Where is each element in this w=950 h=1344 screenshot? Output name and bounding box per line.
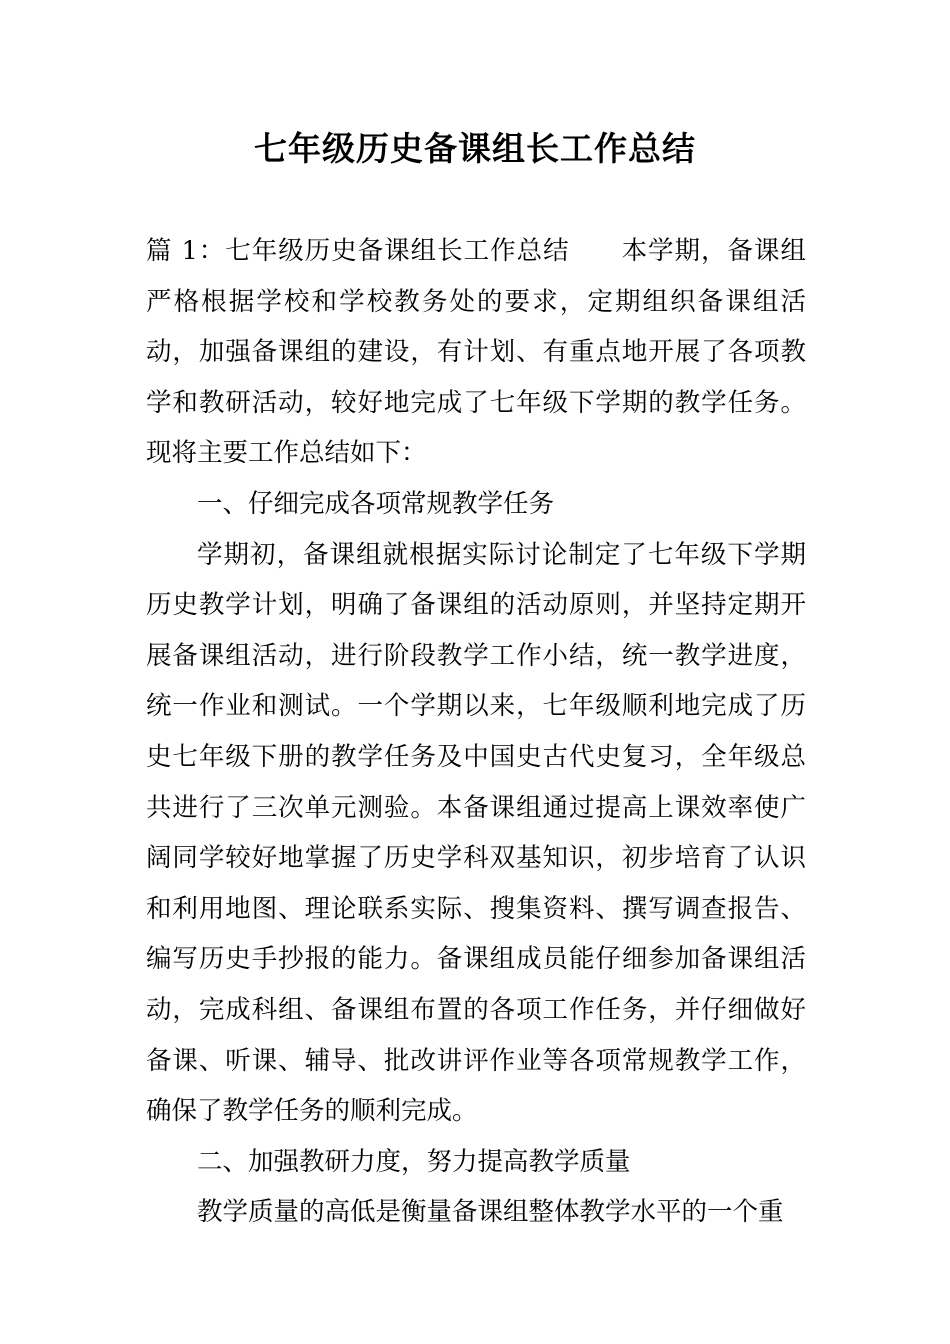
- section-2-heading: 二、加强教研力度，努力提高教学质量: [197, 1146, 631, 1177]
- intro-label: 篇 1：七年级历史备课组长工作总结: [146, 236, 570, 266]
- document-body: [146, 226, 806, 1238]
- section-1-paragraph: 学期初，备课组就根据实际讨论制定了七年级下学期历史教学计划，明确了备课组的活动原则，并坚持定期开展备课组活动，进行阶段教学工作小结，统一教学进度，统一作业和测试。一个学期以来，七年级顺利地完成了历史七年级下册的教学任务及中国史古代史复习，全年级总共进行了三次单元测验。本备课组通过提高上课效率使广阔同学较好地掌握了历史学科双基知识，初步培育了认识和利用地图、理论联系实际、搜集资料、撰写调查报告、编写历史手抄报的能力。备课组成员能仔细参加备课组活动，完成科组、备课组布置的各项工作任务，并仔细做好备课、听课、辅导、批改讲评作业等各项常规教学工作，确保了教学任务的顺利完成。: [146, 539, 806, 1127]
- document-title: 七年级历史备课组长工作总结: [254, 129, 696, 168]
- section-1-heading: 一、仔细完成各项常规教学任务: [197, 488, 555, 519]
- intro-text: 本学期，备课组严格根据学校和学校教务处的要求，定期组织备课组活动，加强备课组的建设，有计划、有重点地开展了各项教学和教研活动，较好地完成了七年级下学期的教学任务。现将主要工作总结如下：: [146, 236, 806, 469]
- section-2-paragraph: 教学质量的高低是衡量备课组整体教学水平的一个重: [197, 1197, 784, 1228]
- intro-paragraph: [146, 226, 806, 479]
